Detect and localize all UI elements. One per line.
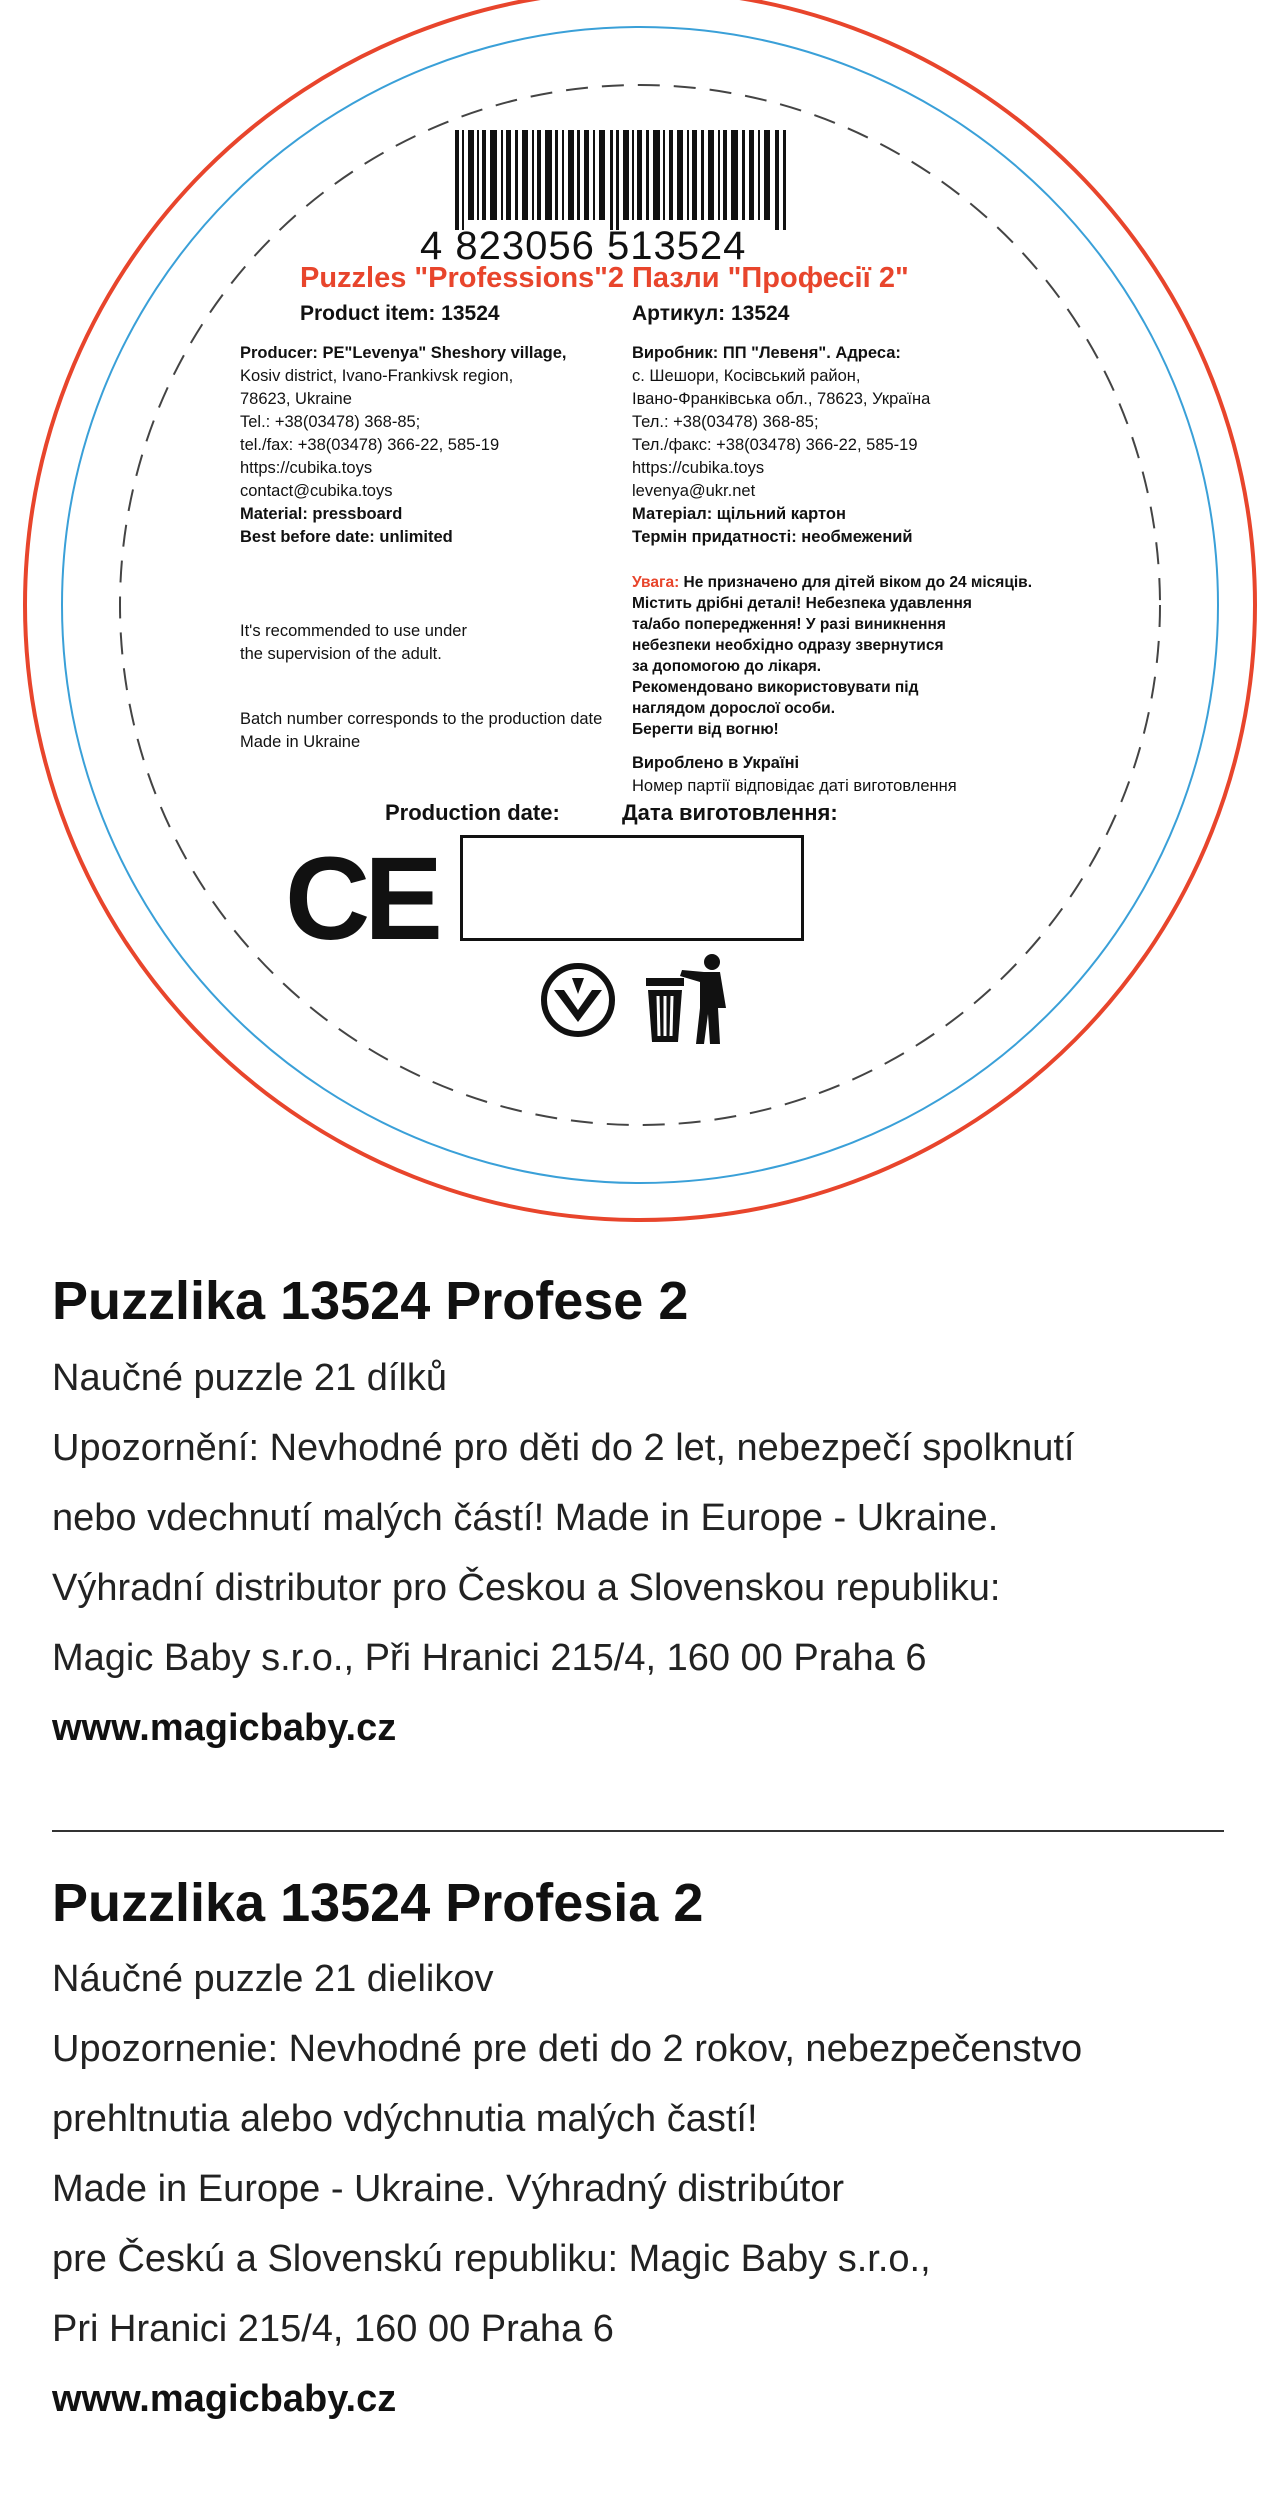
info-line: Берегти від вогню! xyxy=(632,721,779,738)
section-divider xyxy=(52,1830,1224,1832)
sk-line: Upozornenie: Nevhodné pre deti do 2 rokov, nebezpečenstvo xyxy=(52,2028,1083,2070)
product-item-en: Product item: 13524 xyxy=(300,302,500,325)
warning-label: Увага: xyxy=(632,574,680,591)
sk-website-link[interactable]: www.magicbaby.cz xyxy=(52,2378,397,2420)
cz-title: Puzzlika 13524 Profese 2 xyxy=(52,1271,689,1331)
info-line: levenya@ukr.net xyxy=(632,482,756,500)
cz-line: Magic Baby s.r.o., Při Hranici 215/4, 160 00 Praha 6 xyxy=(52,1637,927,1679)
info-line: Виробник: ПП "Левеня". Адреса: xyxy=(632,344,901,362)
production-date-box xyxy=(460,835,804,941)
info-line: the supervision of the adult. xyxy=(240,645,442,663)
info-line: Тел.: +38(03478) 368-85; xyxy=(632,413,819,431)
barcode-icon xyxy=(455,130,790,230)
sk-line: Made in Europe - Ukraine. Výhradný distribútor xyxy=(52,2168,845,2210)
info-line: Рекомендовано використовувати під xyxy=(632,679,919,696)
trash-bin-icon xyxy=(640,952,750,1048)
info-line: за допомогою до лікаря. xyxy=(632,658,822,675)
batch-note-en xyxy=(240,708,602,754)
info-line: 78623, Ukraine xyxy=(240,390,352,408)
cz-line: nebo vdechnutí malých částí! Made in Europe - Ukraine. xyxy=(52,1497,999,1539)
cz-line: Výhradní distributor pro Českou a Slovenskou republiku: xyxy=(52,1567,1001,1609)
ce-mark: CE xyxy=(285,833,437,965)
info-line: Batch number corresponds to the production date xyxy=(240,710,603,728)
info-line: с. Шешори, Косівський район, xyxy=(632,367,861,385)
info-line: Вироблено в Україні xyxy=(632,754,800,772)
info-line: Best before date: unlimited xyxy=(240,528,453,546)
info-line: Номер партії відповідає даті виготовлення xyxy=(632,777,957,795)
product-item-ua: Артикул: 13524 xyxy=(632,302,790,325)
info-line: наглядом дорослої особи. xyxy=(632,700,836,717)
producer-info-ua xyxy=(632,342,930,549)
sk-title: Puzzlika 13524 Profesia 2 xyxy=(52,1873,704,1933)
production-date-en: Production date: xyxy=(385,800,560,825)
product-label xyxy=(0,0,1271,1230)
info-line: tel./fax: +38(03478) 366-22, 585-19 xyxy=(240,436,500,454)
producer-info-en xyxy=(240,342,567,549)
cz-website-link[interactable]: www.magicbaby.cz xyxy=(52,1707,397,1749)
sk-line: pre Českú a Slovenskú republiku: Magic Baby s.r.o., xyxy=(52,2238,931,2280)
info-line: Термін придатності: необмежений xyxy=(632,528,913,546)
info-line: Kosiv district, Ivano-Frankivsk region, xyxy=(240,367,514,385)
cz-line: Naučné puzzle 21 dílků xyxy=(52,1357,448,1399)
info-line: Tel.: +38(03478) 368-85; xyxy=(240,413,421,431)
info-line: Не призначено для дітей віком до 24 місяців. xyxy=(679,574,1032,591)
info-line: небезпеки необхідно одразу звернутися xyxy=(632,637,944,654)
warning-ua xyxy=(632,572,1032,740)
info-line: contact@cubika.toys xyxy=(240,482,393,500)
info-line: Матеріал: щільний картон xyxy=(632,505,846,523)
title-ua: Пазли "Професії 2" xyxy=(632,262,909,294)
sk-line: Pri Hranici 215/4, 160 00 Praha 6 xyxy=(52,2308,614,2350)
supervision-note xyxy=(240,620,467,666)
cz-line: Upozornění: Nevhodné pro děti do 2 let, nebezpečí spolknutí xyxy=(52,1427,1075,1469)
sk-line: prehltnutia alebo vdýchnutia malých častí! xyxy=(52,2098,758,2140)
info-line: та/або попередження! У разі виникнення xyxy=(632,616,946,633)
info-line: https://cubika.toys xyxy=(240,459,373,477)
title-en: Puzzles "Professions"2 xyxy=(300,262,625,294)
made-batch-ua xyxy=(632,752,957,798)
ua-conformity-icon xyxy=(538,960,618,1040)
info-line: Producer: PE"Levenya" Sheshory village, xyxy=(240,344,567,362)
info-line: https://cubika.toys xyxy=(632,459,765,477)
info-line: Містить дрібні деталі! Небезпека удавлення xyxy=(632,595,972,612)
info-line: Material: pressboard xyxy=(240,505,403,523)
production-date-ua: Дата виготовлення: xyxy=(622,800,838,825)
info-line: Івано-Франківська обл., 78623, Україна xyxy=(632,390,931,408)
sk-line: Náučné puzzle 21 dielikov xyxy=(52,1958,494,2000)
info-line: Тел./факс: +38(03478) 366-22, 585-19 xyxy=(632,436,918,454)
info-line: Made in Ukraine xyxy=(240,733,361,751)
barcode-number: 4 823056 513524 xyxy=(420,224,747,268)
info-line: It's recommended to use under xyxy=(240,622,467,640)
